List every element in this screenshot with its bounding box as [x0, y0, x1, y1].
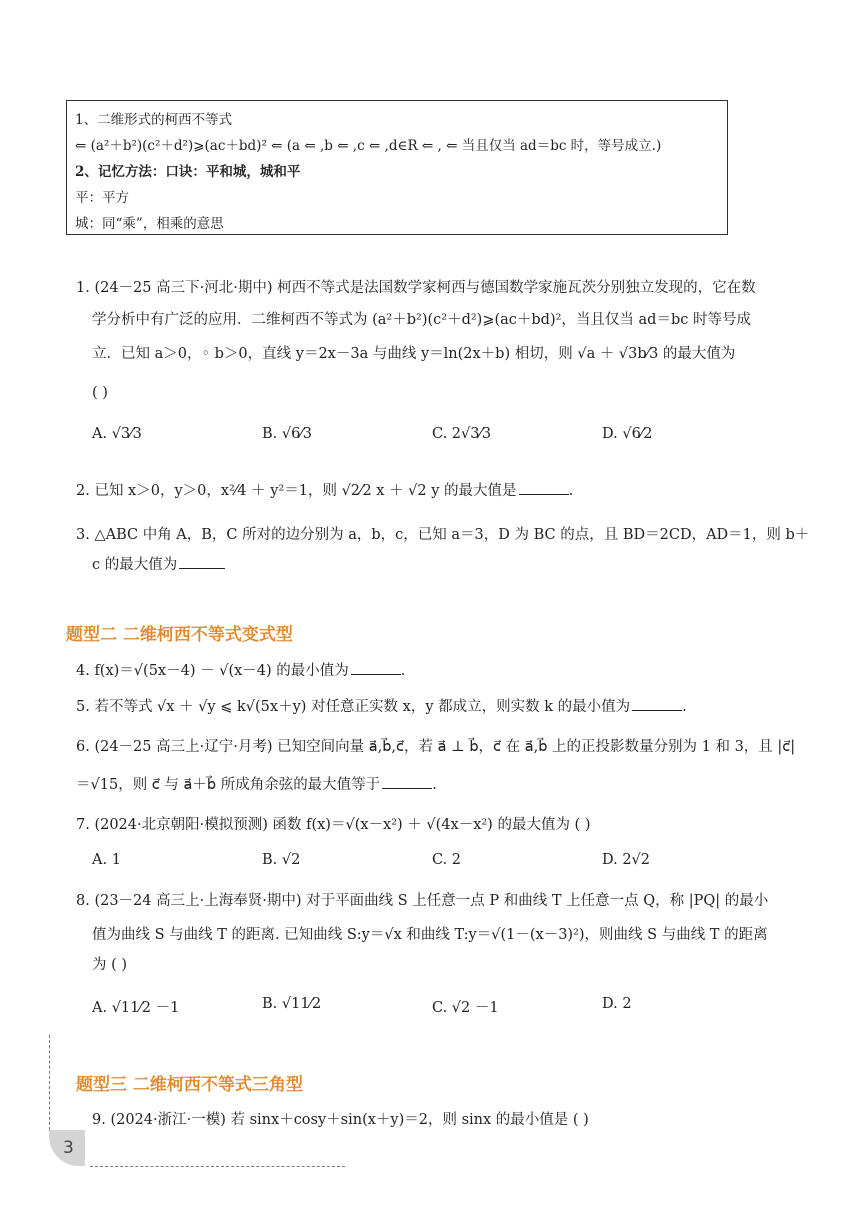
answer-blank: [632, 710, 682, 711]
question-9: 9. (2024·浙江·一模) 若 sinx＋cosy＋sin(x＋y)＝2，则 sinx 的最小值是 ( ): [92, 1112, 589, 1128]
summary-line-2: ⇐ (a²＋b²)(c²＋d²)⩾(ac＋bd)² ⇐ (a ⇐ ,b ⇐ ,c ⇐ ,d∈R ⇐ , ⇐ 当且仅当 ad＝bc 时，等号成立.): [75, 138, 662, 154]
question-1-line-4: ( ): [92, 385, 108, 401]
question-1-line-3: 立．已知 a＞0，◦ b＞0，直线 y＝2x－3a 与曲线 y＝ln(2x＋b) 相切，则 √a ＋ √3b⁄3 的最大值为: [92, 346, 736, 362]
question-3-text: c 的最大值为: [92, 557, 178, 573]
question-4-text: 4. f(x)＝√(5x－4) － √(x－4) 的最小值为: [76, 663, 349, 679]
question-3-line-2: [92, 558, 225, 573]
answer-blank: [351, 674, 401, 675]
question-1-line-1: 1. (24－25 高三下·河北·期中) 柯西不等式是法国数学家柯西与德国数学家施瓦茨分别独立发现的，它在数: [76, 280, 756, 296]
question-7-option-c: C. 2: [432, 852, 462, 868]
question-7: 7. (2024·北京朝阳·模拟预测) 函数 f(x)＝√(x－x²) ＋ √(4x－x²) 的最大值为 ( ): [76, 817, 591, 833]
footer-dashed-line: [90, 1166, 345, 1167]
question-8-option-b: B. √11⁄2: [262, 996, 322, 1012]
section-title-2: 题型二 二维柯西不等式变式型: [66, 625, 293, 645]
question-8-option-a: A. √11⁄2 －1: [92, 1000, 180, 1016]
question-4: [76, 664, 405, 679]
answer-blank: [179, 568, 225, 569]
question-6-text: ＝√15，则 c⃗ 与 a⃗＋b⃗ 所成角余弦的最大值等于: [76, 777, 381, 793]
question-7-option-d: D. 2√2: [602, 852, 651, 868]
question-7-option-b: B. √2: [262, 852, 301, 868]
summary-line-5: 城：同“乘”，相乘的意思: [75, 216, 224, 232]
summary-line-1: 1、二维形式的柯西不等式: [75, 112, 233, 128]
question-8-line-3: 为 ( ): [92, 957, 128, 973]
summary-line-4: 平：平方: [75, 190, 129, 206]
question-2: [76, 484, 573, 499]
answer-blank: [382, 788, 432, 789]
question-1-line-2: 学分析中有广泛的应用．二维柯西不等式为 (a²＋b²)(c²＋d²)⩾(ac＋bd)²，当且仅当 ad＝bc 时等号成: [92, 312, 751, 328]
summary-box: [66, 100, 728, 235]
question-2-end: .: [568, 483, 574, 499]
question-1-option-c: C. 2√3⁄3: [432, 426, 492, 442]
question-8-line-2: 值为曲线 S 与曲线 T 的距离. 已知曲线 S:y＝√x 和曲线 T:y＝√(1－(x－3)²)，则曲线 S 与曲线 T 的距离: [92, 927, 768, 943]
question-1-option-d: D. √6⁄2: [602, 426, 653, 442]
question-6-end: .: [432, 777, 437, 793]
question-5-end: .: [682, 699, 687, 715]
question-5: [76, 700, 687, 715]
summary-line-3: 2、记忆方法：口诀：平和城，城和平: [75, 164, 301, 180]
question-5-text: 5. 若不等式 √x ＋ √y ⩽ k√(5x＋y) 对任意正实数 x，y 都成立，则实数 k 的最小值为: [76, 699, 631, 715]
question-8-option-d: D. 2: [602, 996, 632, 1012]
question-4-end: .: [400, 663, 406, 679]
question-6-line-1: 6. (24－25 高三上·辽宁·月考) 已知空间向量 a⃗,b⃗,c⃗，若 a⃗ ⊥ b⃗，c⃗ 在 a⃗,b⃗ 上的正投影数量分别为 1 和 3，且 |c⃗|: [76, 739, 796, 755]
question-1-option-a: A. √3⁄3: [92, 426, 142, 442]
question-3-line-1: 3. △ABC 中角 A，B，C 所对的边分别为 a，b，c，已知 a＝3，D 为 BC 的点，且 BD＝2CD，AD＝1，则 b＋: [76, 527, 810, 543]
margin-dashed-line: [49, 1035, 50, 1130]
question-7-option-a: A. 1: [92, 852, 121, 868]
question-2-text: 2. 已知 x＞0，y＞0，x²⁄4 ＋ y²＝1，则 √2⁄2 x ＋ √2 y 的最大值是: [76, 483, 517, 499]
question-6-line-2: [76, 778, 437, 793]
question-8-option-c: C. √2 －1: [432, 1000, 499, 1016]
section-title-3: 题型三 二维柯西不等式三角型: [76, 1075, 303, 1095]
question-8-line-1: 8. (23－24 高三上·上海奉贤·期中) 对于平面曲线 S 上任意一点 P 和曲线 T 上任意一点 Q，称 |PQ| 的最小: [76, 893, 769, 909]
question-1-option-b: B. √6⁄3: [262, 426, 312, 442]
answer-blank: [519, 494, 569, 495]
page-number: 3: [63, 1138, 74, 1158]
